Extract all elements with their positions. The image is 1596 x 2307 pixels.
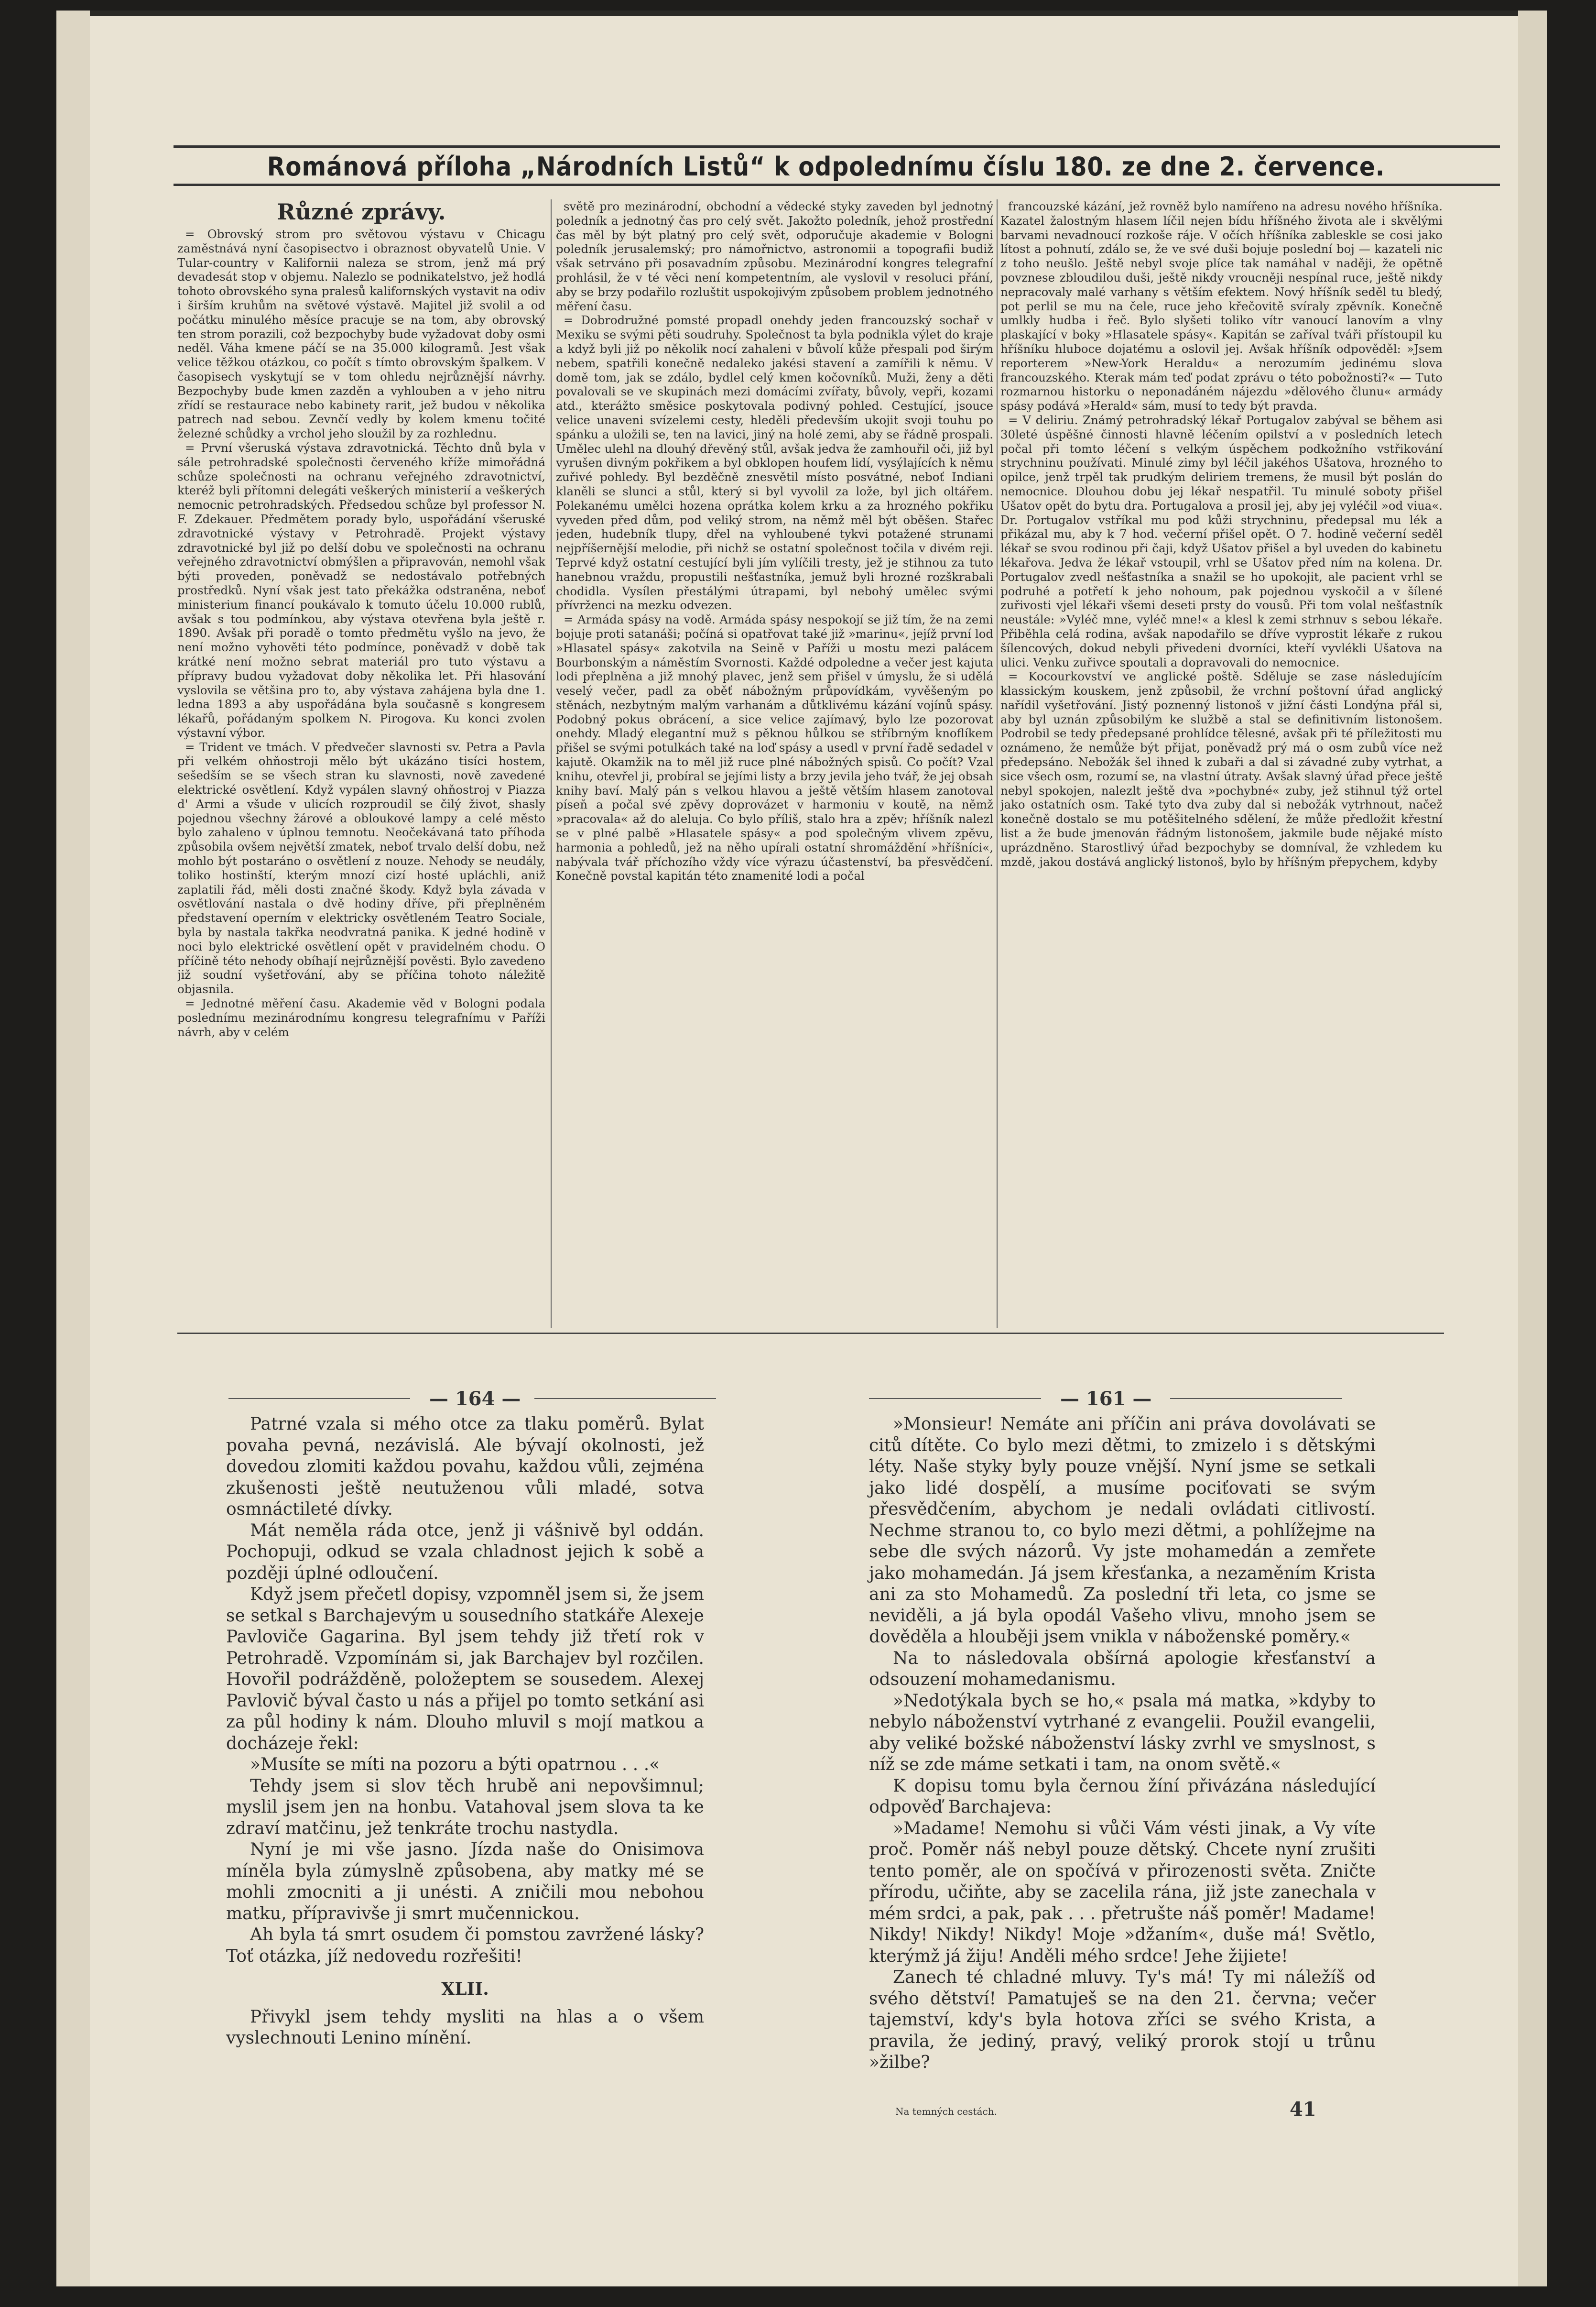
news-item: = První všeruská výstava zdravotnická. Těchto dnů byla v sále petrohradské společnosti červeného kříže mimořádná schůze společnosti na ochranu veřejného zdravotnictví, kteréž byli přítomni delegáti veškerých ministerií a veškerých nemocnic petrohradských. Předsedou schůze byl professor N. F. Zdekauer. Předmětem porady bylo, uspořádání všeruské zdravotnické výstavy v Petrohradě. Projekt výstavy zdravotnické byl již po delší dobu ve společnosti na ochranu veřejného zdravotnictví obmýšlen a připravován, nemohl však býti proveden, poněvadž se nedostávalo potřebných prostředků. Nyní však jest tato překážka odstraněna, neboť ministerium financí poukávalo k tomuto účelu 10.000 rublů, avšak s tou podmínkou, aby výstava otevřena byla ještě r. 1890. Avšak při poradě o tomto předmětu vyšlo na jevo, že není možno vyhověti této podmínce, poněvadž v době tak krátké není možno sebrat materiál pro tuto výstavu a přípravy budou vyžadovat doby několika let. Při hlasování vyslovila se většina pro to, aby výstava zahájena byla dne 1. ledna 1893 a aby uspořádána byla současně s kongresem lékařů, pořádaným spolkem N. Pirogova. Ku konci zvolen výstavní výbor. <box>177 440 545 740</box>
section-heading: Různé zprávy. <box>277 199 446 225</box>
news-column-3 <box>1000 199 1443 1328</box>
page-header-title: Románová příloha „Národních Listů“ k odpolednímu číslu 180. ze dne 2. července. <box>267 152 1385 182</box>
novel-column-right <box>869 1414 1376 2074</box>
page-number-right: — 161 — <box>1060 1388 1152 1410</box>
news-item: = Dobrodružné pomsté propadl onehdy jeden francouzský sochař v Mexiku se svými pěti soudruhy. Společnost ta byla podnikla výlet do kraje a když byli již po několik nocí zahaleni v bůvolí kůže přespali pod širým nebem, spatřili konečně nedaleko jakési stavení a zamířili k němu. V domě tom, jak se zdálo, bydlel celý kmen kočovníků. Muži, ženy a děti povalovali se ve skupinách mezi domácími zvířaty, bůvoly, vepři, kozami atd., kterážto směsice poskytovala podivný pohled. Cestující, jsouce velice unaveni svízelemi cesty, hleděli především ukojit svoji touhu po spánku a uložili se, ten na lavici, jiný na holé zemi, aby se řádně prospali. Umělec ulehl na dlouhý dřevěný stůl, avšak jedva že zamhouřil oči, již byl vyrušen divným pokřikem a byl obklopen houfem lidí, vysýlajících k němu zuřivé pohledy. Byl bezděčně znesvětil místo posvátné, neboť Indiani klaněli se slunci a stůl, který si byl vyvolil za lože, byl jich oltářem. Polekanému umělci hozena oprátka kolem krku a za hrozného pokřiku vyveden před dům, pod veliký strom, na němž měl být oběšen. Stařec jeden, hudebník tlupy, dřel na vyhloubené tykvi potažené strunami nejpříšernější melodie, při nichž se ostatní společnost točila v divém reji. Teprvé když ostatní cestující byli jím vylíčili tresty, jež je stihnou za tuto hanebnou vraždu, propustili nešťastníka, jemuž byli hrozné rozškrabali chodidla. Vysílen přestálými útrapami, byl nebohý umělec svými přívrženci na mezku odvezen. <box>556 313 993 612</box>
novel-paragraph: »Musíte se míti na pozoru a býti opatrnou . . .« <box>250 1755 660 1774</box>
news-column-2 <box>556 199 993 1328</box>
news-item: = Armáda spásy na vodě. Armáda spásy nespokojí se již tím, že na zemi bojuje proti satanáši; počíná si opatřovat také již »marinu«, jejíž první loď »Hlasatel spásy« zakotvila na Seině v Paříži u mostu mezi palácem Bourbonským a náměstím Svornosti. Každé odpoledne a večer jest kajuta lodi přeplněna a již mnohý plavec, jenž sem přišel v úmyslu, že si udělá veselý večer, padl za oběť nábožným průpovídkám, vyvěšeným po stěnách, nezbytným malým varhanám a důtklivému kázání vojínů spásy. Podobný pokus obrácení, a sice velice zajímavý, bylo lze pozorovat onehdy. Mladý elegantní muž s pěknou hůlkou se stříbrným knoflíkem přišel se svými potulkách také na loď spásy a usedl v první řadě sedadel v kajutě. Okamžik na to měl již ruce plné nábožných spisů. Co počít? Vzal knihu, otevřel ji, probíral se jejími listy a brzy jevila jeho tvář, že jej obsah knihy baví. Malý pán s velkou hlavou a ještě větším hlasem zanotoval píseň a počal své zpěvy doprovázet v harmoniu v koutě, na němž »pracovala« až do aleluja. Co bylo příliš, stalo hra a zpěv; hříšník nalezl se v plné palbě »Hlasatele spásy« a pod společným vlivem zpěvu, harmonia a pohledů, jež na něho upírali ostatní shromáždění »hříšníci«, nabývala tvář příchozího vždy více výrazu účastenství, ba přesvědčení. Konečně povstal kapitán této znamenité lodi a počal <box>556 612 993 883</box>
novel-paragraph: »Madame! Nemohu si vůči Vám vésti jinak, a Vy víte proč. Poměr náš nebyl pouze dětský. Chcete nyní zrušiti tento poměr, ale on spočívá v přirozenosti světa. Zničte přírodu, učiňte, aby se zacelila rána, již jste zanechala v mém srdci, a pak, pak . . . přetrušte náš poměr! Madame! Nikdy! Nikdy! Nikdy! Moje »džaním«, duše má! Světlo, kterýmž já žiju! Anděli mého srdce! Jehe žijiete! <box>869 1818 1376 1966</box>
novel-paragraph: Mát neměla ráda otce, jenž ji vášnivě byl oddán. Pochopuji, odkud se vzala chladnost jejich k sobě a později úplné odloučení. <box>226 1520 704 1583</box>
novel-paragraph: Ah byla tá smrt osudem či pomstou zavržené lásky? Toť otázka, jíž nedovedu rozřešiti! <box>226 1925 704 1966</box>
novel-paragraph: Nyní je mi vše jasno. Jízda naše do Onisimova míněla byla zúmyslně způsobena, aby matky mé se mohli zmocniti a ji unésti. A zničili mou nebohou matku, přípravivše ji smrt mučennickou. <box>226 1840 704 1924</box>
header-top-rule <box>174 145 1500 148</box>
novel-paragraph: Přivykl jsem tehdy mysliti na hlas a o všem vyslechnouti Lenino mínění. <box>226 2007 704 2048</box>
section-bottom-rule <box>177 1333 1444 1334</box>
chapter-heading: XLII. <box>441 1979 489 1999</box>
news-item: světě pro mezinárodní, obchodní a vědecké styky zaveden byl jednotný poledník a jednotný čas pro celý svět. Jakožto poledník, jehož prostřední čas měl by být platný pro celý svět, odporučuje akademie v Bologni poledník jerusalemský; pro námořnictvo, astronomii a topografii budiž však setrváno při posavadním způsobu. Mezinárodní kongres telegrafní prohlásil, že v té věci není kompetentním, ale vyslovil v resoluci přání, aby se brzy podařilo rozluštit uspokojivým způsobem problem jednotného měření času. <box>556 199 993 313</box>
footer-sheet-number: 41 <box>1290 2098 1316 2121</box>
page-number-rule <box>1170 1398 1342 1399</box>
news-item: = Kocourkovství ve anglické poště. Sděluje se zase následujícím klassickým kouskem, jenž způsobil, že vrchní poštovní úřad anglický nařídil vyšetřování. Jistý poznenný listonoš v jižní části Londýna přál si, aby byl uznán způsobilým ke službě a stal se definitivním listonošem. Podrobil se tedy předepsané prohlídce tělesné, avšak při té příležitosti mu oznámeno, že nemůže být přijat, poněvadž prý má o osm zubů více než předepsáno. Nebožák šel ihned k zubaři a dal si závadné zuby vytrhat, a sice všech osm, rozumí se, na vlastní útraty. Avšak slavný úřad přece ještě nebyl spokojen, nalezlt ještě dva »pochybné« zuby, jež stihnul týž ortel jako ostatních osm. Také tyto dva zuby dal si nebožák vytrhnout, načež konečně dostalo se mu potěšitelného sdělení, že může předložit křestní list a že bude jmenován řádným listonošem, jakmile bude nějaké místo uprázdněno. Starostlivý úřad bezpochyby se domníval, že vzhledem ku mzdě, jakou dostává anglický listonoš, bylo by hříšným přepychem, kdyby <box>1000 669 1443 869</box>
novel-paragraph: »Monsieur! Nemáte ani příčin ani práva dovolávati se citů dítěte. Co bylo mezi dětmi, to zmizelo i s dětskými léty. Naše styky byly pouze vnější. Nyní jsme se setkali jako lidé dospělí, a musíme pociťovati se svým přesvědčením, abychom je nedali ovládati citlivostí. Nechme stranou to, co bylo mezi dětmi, a pohlížejme na sebe dle svých názorů. Vy jste mohamedán a zemřete jako mohamedán. Já jsem křesťanka, a nezaměním Krista ani za sto Mohamedů. Za poslední tři leta, co jsme se neviděli, a já byla opodál Vašeho vlivu, mnoho jsem se dověděla a hlouběji jsem vnikla v náboženské poměry.« <box>869 1414 1376 1647</box>
page-number-left: — 164 — <box>429 1388 521 1410</box>
footer-signature: Na temných cestách. <box>895 2106 997 2117</box>
novel-paragraph: »Nedotýkala bych se ho,« psala má matka, »kdyby to nebylo náboženství vytrhané z evangelii. Použil evangelii, aby veliké božské náboženství lásky zvrhl ve smyslnost, s níž se zde máme setkati i tam, na onom světě.« <box>869 1691 1376 1774</box>
news-column-1 <box>177 199 545 1328</box>
news-item: francouzské kázání, jež rovněž bylo namířeno na adresu nového hříšníka. Kazatel žalostným hlasem líčil nejen bídu hříšného života ale i skvělými barvami nevadnoucí rozkoše ráje. V očích hříšníka zableskle se cosi jako lítost a pohnutí, zdálo se, že ve své duši bojuje poslední boj — kazateli nic z toho neušlo. Ještě nebyl svoje plíce tak namáhal v naději, že opětně povznese zbloudilou duši, ještě nikdy vroucněji nespínal ruce, ještě nikdy nepracovaly malé varhany s větším efektem. Nový hříšník seděl tu bledý, pot perlil se mu na čele, ruce jeho křečovitě svíraly zpěvník. Konečně umlkly hudba i řeč. Bylo slyšeti toliko vítr vanoucí lanovím a vlny plaskající v boky »Hlasatele spásy«. Kapitán se zaříval tváři přístoupil ku hříšníku hluboce dojatému a oslovil jej. Avšak hříšník odpověděl: »Jsem reporterem »New-York Heraldu« a nerozumím jedinému slova francouzského. Kterak mám teď podat zprávu o této pobožnosti?« — Tuto rozmarnou historku o neponadáném nájezdu »dělového člunu« armády spásy podává »Herald« sám, musí to tedy být pravda. <box>1000 199 1443 413</box>
scan-top-edge <box>56 11 1547 16</box>
scan-left-margin <box>56 11 90 2286</box>
page-number-rule <box>869 1398 1041 1399</box>
scan-right-margin <box>1518 11 1547 2286</box>
page-number-rule <box>534 1398 716 1399</box>
column-divider <box>997 199 998 1328</box>
column-divider <box>551 199 552 1328</box>
news-item: = Jednotné měření času. Akademie věd v Bologni podala poslednímu mezinárodnímu kongresu telegrafnímu v Paříži návrh, aby v celém <box>177 996 545 1039</box>
novel-paragraph: Zanech té chladné mluvy. Ty's má! Ty mi náležíš od svého dětství! Pamatuješ se na den 21. června; večer tajemství, kdy's byla hotova zříci se svého Krista, a pravila, že jediný, pravý, veliký prorok stojí u trůnu »žilbe? <box>869 1968 1376 2072</box>
page-number-rule <box>228 1398 410 1399</box>
news-item: = Obrovský strom pro světovou výstavu v Chicagu zaměstnává nyní časopisectvo i obraznost obyvatelů Unie. V Tular-country v Kalifornii naleza se strom, jenž má prý devadesát stop v objemu. Nalezlo se podnikatelstvo, jež hodlá tohoto obrovského syna pralesů kalifornských vystavit na odiv i širším kruhům na světové výstavě. Majitel již svolil a od počátku minulého měsíce pracuje se na tom, aby obrovský ten strom porazili, což bezpochyby bude vyžadovat doby osmi neděl. Váha kmene páčí se na 35.000 kilogramů. Jest však velice těžkou otázkou, co počít s tímto obrovským špalkem. V časopisech vyskytují se v tom ohledu nejrůznější návrhy. Bezpochyby bude kmen zazděn a vyhlouben a v jeho nitru zřídí se restaurace nebo kabinety rarit, jež budou v několika patrech nad sebou. Zevnčí vedly by kolem kmenu točité železné schůdky a vrchol jeho sloužil by za rozhlednu. <box>177 227 545 441</box>
novel-column-left <box>226 1414 704 2049</box>
novel-paragraph: Patrné vzala si mého otce za tlaku poměrů. Bylat povaha pevná, nezávislá. Ale bývají okolnosti, jež dovedou zlomiti každou povahu, každou vůli, zejména zkušenosti ještě neutuženou vůli mladé, sotva osmnáctileté dívky. <box>226 1414 704 1519</box>
novel-paragraph: K dopisu tomu byla černou žíní přivázána následující odpověď Barchajeva: <box>869 1776 1376 1817</box>
header-bottom-rule <box>174 184 1500 186</box>
newspaper-page <box>56 11 1547 2286</box>
news-item: = V deliriu. Známý petrohradský lékař Portugalov zabýval se během asi 30leté úspěšné činnosti hlavně léčením opilství a v posledních letech počal při tomto léčení s velkým úspěchem podkožního vstřikování strychninu používati. Minulé zimy byl léčil jakéhos Ušatova, hrozného to opilce, jenž trpěl tak prudkým deliriem tremens, že musil být poslán do nemocnice. Dlouhou dobu jej lékař nespatřil. Tu minulé soboty přišel Ušatov opět do bytu dra. Portugalova a prosil jej, aby jej vyléčil »od viua«. Dr. Portugalov vstříkal mu pod kůži strychninu, předepsal mu lék a přikázal mu, aby k 7 hod. večerní přišel opět. O 7. hodině večerní seděl lékař se svou rodinou při čaji, když Ušatov přišel a byl uveden do kabinetu lékařova. Jedva že lékař vstoupil, vrhl se Ušatov před ním na kolena. Dr. Portugalov zvedl nešťastníka a snažil se ho upokojit, ale pacient vrhl se podruhé a potřetí k jeho nohoum, pak pojednou vyskočil a v šílené zuřivosti vjel lékaři všemi deseti prsty do vousů. Při tom volal nešťastník neustále: »Vyléč mne, vyléč mne!« a klesl k zemi strhnuv s sebou lékaře. Přiběhla celá rodina, avšak napodařilo se dříve vyprostit lékaře z rukou šílencových, dokud nebyli přivedeni dvorníci, kteří vyvlékli Ušatova na ulici. Venku zuřivce spoutali a dopravovali do nemocnice. <box>1000 413 1443 669</box>
novel-paragraph: Když jsem přečetl dopisy, vzpomněl jsem si, že jsem se setkal s Barchajevým u sousedního statkáře Alexeje Pavloviče Gagarina. Byl jsem tehdy již třetí rok v Petrohradě. Vzpomínám si, jak Barchajev byl rozčilen. Hovořil podrážděně, položeptem se sousedem. Alexej Pavlovič býval často u nás a přijel po tomto setkání asi za půl hodiny k nám. Dlouho mluvil s mojí matkou a docházeje řekl: <box>226 1585 704 1753</box>
novel-paragraph: Na to následovala obšírná apologie křesťanství a odsouzení mohamedanismu. <box>869 1648 1376 1689</box>
novel-paragraph: Tehdy jsem si slov těch hrubě ani nepovšimnul; myslil jsem jen na honbu. Vatahoval jsem slova ta ke zdraví matčinu, jež tenkráte trochu nastydla. <box>226 1776 704 1838</box>
news-item: = Trident ve tmách. V předvečer slavnosti sv. Petra a Pavla při velkém ohňostroji mělo být ukázáno tisíci hostem, sešedším se se všech stran ku slavnosti, nově zavedené elektrické osvětlení. Když vypálen slavný ohňostroj v Piazza d' Armi a všude v ulicích rozproudil se čilý život, shasly pojednou všechny žárové a obloukové lampy a celé město bylo zahaleno v úplnou temnotu. Neočekávaná tato příhoda způsobila ovšem největší zmatek, neboť trvalo delší dobu, než mohlo být postaráno o osvětlení z nouze. Nehody se neudály, toliko hostinští, kterým mnozí cizí hosté upláchli, aniž zaplatili řád, měli dosti značné škody. Když byla závada v osvětlování nastala o dvě hodiny dříve, při přeplněném představení operním v elektricky osvětleném Teatro Sociale, byla by nastala takřka neodvratná panika. K jedné hodině v noci bylo elektrické osvětlení opět v pravidelném chodu. O příčině této nehody obíhají nejrůznější pověsti. Bylo zavedeno již soudní vyšetřování, aby se příčina tohoto náležitě objasnila. <box>177 740 545 996</box>
